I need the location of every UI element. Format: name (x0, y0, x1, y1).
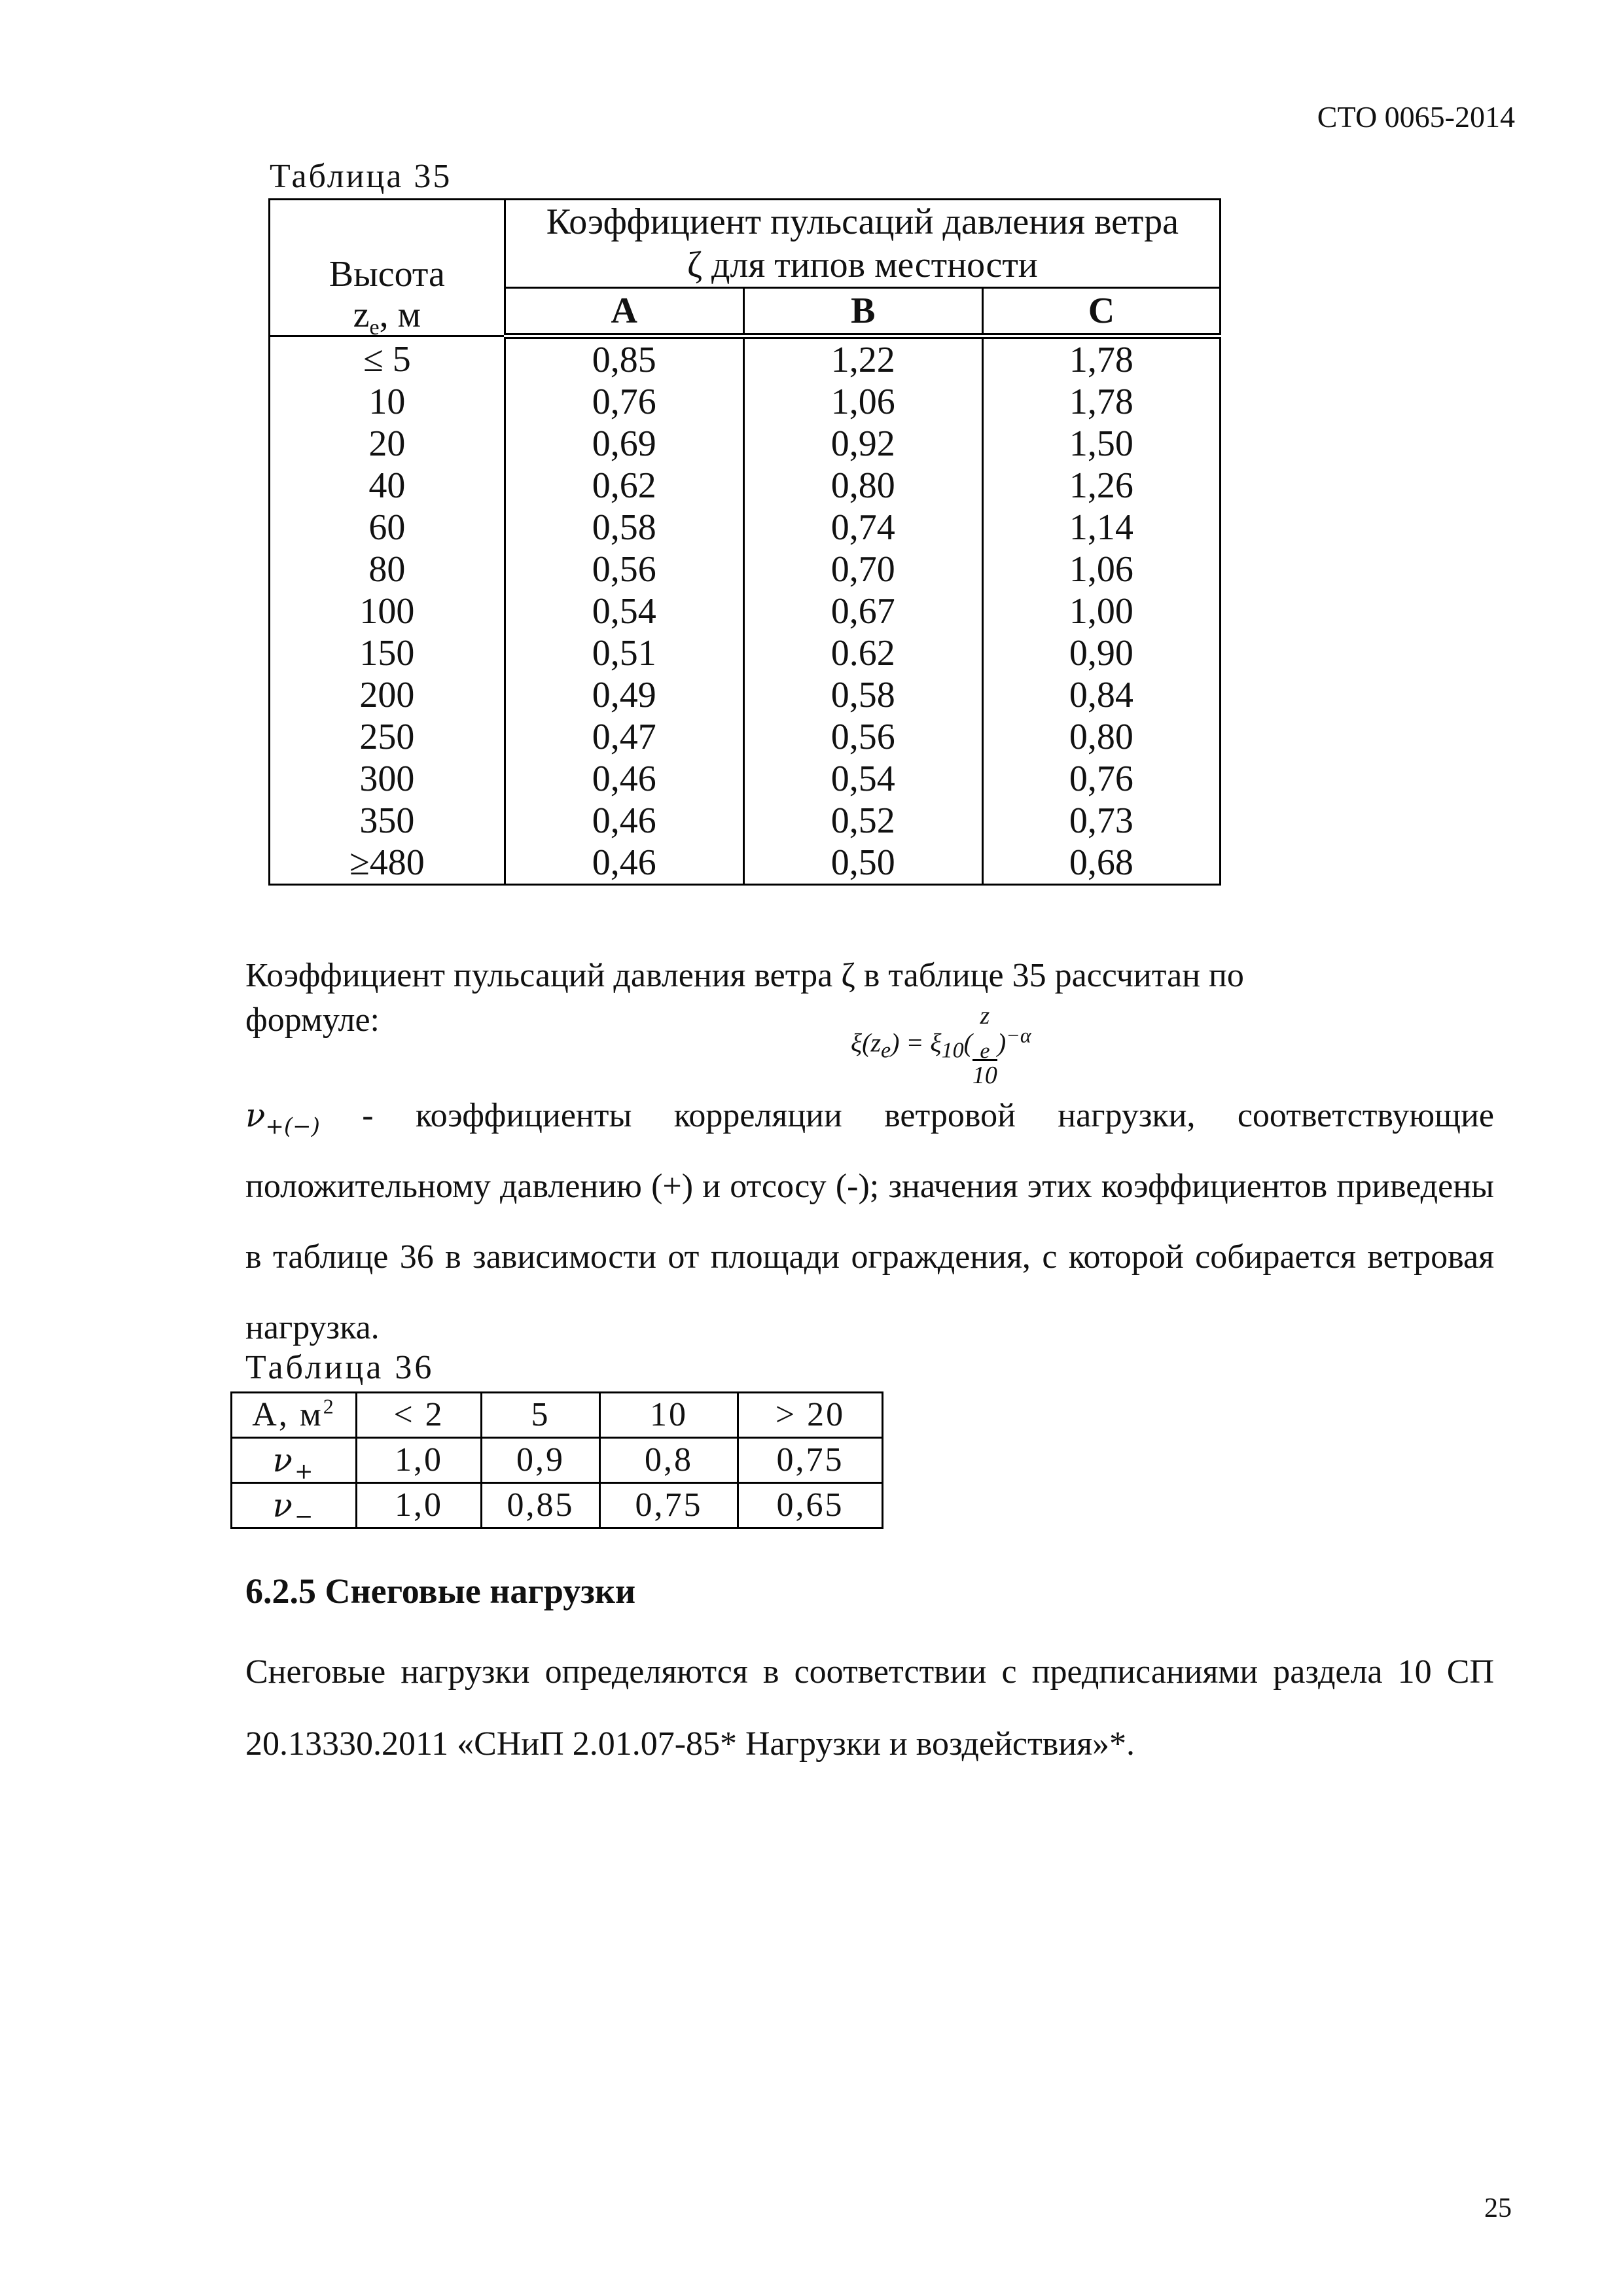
table-35-row (270, 423, 1221, 465)
height-cell: 350 (270, 800, 505, 842)
table-35-row (270, 465, 1221, 507)
coefficient-cell: 0,68 (982, 842, 1220, 885)
height-cell: 10 (270, 381, 505, 423)
table-36-cell: 0,8 (600, 1438, 738, 1483)
height-cell: 200 (270, 674, 505, 716)
table-35-row (270, 548, 1221, 590)
coefficient-cell: 1,26 (982, 465, 1220, 507)
coefficient-cell: 0,46 (505, 758, 743, 800)
table-35-row (270, 632, 1221, 674)
coefficient-cell: 0,62 (505, 465, 743, 507)
table-36 (230, 1391, 883, 1529)
table-36-header-cell: 5 (482, 1393, 600, 1438)
coefficient-cell: 0,67 (743, 590, 982, 632)
table-35-row (270, 716, 1221, 758)
terrain-type-a-header: A (505, 288, 743, 336)
height-cell: ≤ 5 (270, 336, 505, 382)
table-35-row (270, 758, 1221, 800)
nu-minus-label: $\nu_-$ (232, 1483, 357, 1528)
coefficient-cell: 0,84 (982, 674, 1220, 716)
table-36-header-cell: > 20 (738, 1393, 883, 1438)
terrain-type-c-header: C (982, 288, 1220, 336)
table-36-cell: 0,75 (738, 1438, 883, 1483)
section-heading: 6.2.5 Снеговые нагрузки (245, 1571, 636, 1611)
table-36-row-nu-minus (232, 1483, 883, 1528)
table-36-caption: Таблица 36 (245, 1349, 435, 1386)
coefficient-cell: 0,50 (743, 842, 982, 885)
coefficient-cell: 0,56 (505, 548, 743, 590)
coefficient-cell: 0,69 (505, 423, 743, 465)
correlation-paragraph: $\nu_{+(-)}$ - коэффициенты корреляции ветровой нагрузки, соответствующие положительному давлению (+) и отсосу (-); значения этих коэффициентов приведены в таблице 36 в зависимости от площади ограждения, с которой собирается ветровая нагрузка. (245, 1096, 1494, 1346)
coefficient-cell: 0,80 (743, 465, 982, 507)
coefficient-cell: 0,46 (505, 800, 743, 842)
table-36-cell: 1,0 (357, 1438, 482, 1483)
coefficient-cell: 0,52 (743, 800, 982, 842)
table-35-row (270, 800, 1221, 842)
table-36-area-header: A, $м^2$ (232, 1393, 357, 1438)
coefficient-cell: 1,78 (982, 336, 1220, 382)
formula-paragraph-line2: формуле: (245, 1001, 380, 1039)
height-cell: ≥480 (270, 842, 505, 885)
coefficient-cell: 0,58 (743, 674, 982, 716)
coefficient-cell: 1,50 (982, 423, 1220, 465)
formula-paragraph-line1: Коэффициент пульсаций давления ветра ζ в таблице 35 рассчитан по (245, 957, 1244, 994)
coefficient-cell: 1,06 (982, 548, 1220, 590)
coefficient-cell: 0.62 (743, 632, 982, 674)
coefficient-cell: 0,80 (982, 716, 1220, 758)
coefficient-cell: 1,78 (982, 381, 1220, 423)
table-35-row (270, 674, 1221, 716)
coefficient-cell: 0,74 (743, 507, 982, 548)
height-cell: 20 (270, 423, 505, 465)
coefficient-cell: 0,46 (505, 842, 743, 885)
page-number: 25 (1484, 2193, 1512, 2223)
table-35 (268, 198, 1221, 886)
table-35-row (270, 842, 1221, 885)
nu-symbol: $\nu_{+(-)}$ (245, 1096, 320, 1139)
pulsation-formula: $\xi(z_e) = \xi_{10}$( z $_e$ 10 )$^{-\alpha}$ (851, 1002, 1031, 1089)
nu-plus-label: $\nu_+$ (232, 1438, 357, 1483)
terrain-type-b-header: B (743, 288, 982, 336)
table-35-body (270, 336, 1221, 885)
snow-loads-paragraph: Снеговые нагрузки определяются в соответствии с предписаниями раздела 10 СП 20.13330.2011 «СНиП 2.01.07-85* Нагрузки и воздействия»*. (245, 1653, 1494, 1763)
coefficient-cell: 1,06 (743, 381, 982, 423)
coefficient-cell: 1,22 (743, 336, 982, 382)
coefficient-cell: 0,73 (982, 800, 1220, 842)
table-35-row (270, 507, 1221, 548)
coefficient-cell: 0,58 (505, 507, 743, 548)
coefficient-cell: 0,54 (505, 590, 743, 632)
table-36-cell: 0,9 (482, 1438, 600, 1483)
coefficient-cell: 0,76 (505, 381, 743, 423)
table-35-row (270, 336, 1221, 382)
coefficient-cell: 0,76 (982, 758, 1220, 800)
table-35-row (270, 381, 1221, 423)
coefficient-cell: 0,49 (505, 674, 743, 716)
coefficient-cell: 0,47 (505, 716, 743, 758)
height-unit: $z_e$, м (353, 295, 421, 340)
table-36-header-cell: < 2 (357, 1393, 482, 1438)
table-36-cell: 0,65 (738, 1483, 883, 1528)
formula-fraction: z $_e$ 10 (972, 1002, 997, 1089)
table-36-cell: 0,85 (482, 1483, 600, 1528)
table-36-row-nu-plus (232, 1438, 883, 1483)
height-cell: 80 (270, 548, 505, 590)
coefficient-cell: 0,51 (505, 632, 743, 674)
height-cell: 250 (270, 716, 505, 758)
coefficient-header: Коэффициент пульсаций давления ветра ζ для типов местности (505, 200, 1220, 288)
height-cell: 300 (270, 758, 505, 800)
table-35-caption: Таблица 35 (270, 158, 452, 195)
coefficient-cell: 1,00 (982, 590, 1220, 632)
table-36-header-row (232, 1393, 883, 1438)
coefficient-cell: 0,90 (982, 632, 1220, 674)
height-cell: 40 (270, 465, 505, 507)
coefficient-cell: 1,14 (982, 507, 1220, 548)
coefficient-cell: 0,92 (743, 423, 982, 465)
height-cell: 60 (270, 507, 505, 548)
coefficient-cell: 0,70 (743, 548, 982, 590)
table-36-cell: 0,75 (600, 1483, 738, 1528)
table-36-cell: 1,0 (357, 1483, 482, 1528)
document-code: СТО 0065-2014 (1317, 100, 1515, 134)
table-36-header-cell: 10 (600, 1393, 738, 1438)
height-label: Высота (329, 254, 445, 295)
height-column-header (270, 200, 505, 340)
coefficient-cell: 0,56 (743, 716, 982, 758)
table-35-row (270, 590, 1221, 632)
height-cell: 100 (270, 590, 505, 632)
coefficient-cell: 0,54 (743, 758, 982, 800)
height-cell: 150 (270, 632, 505, 674)
coefficient-cell: 0,85 (505, 336, 743, 382)
